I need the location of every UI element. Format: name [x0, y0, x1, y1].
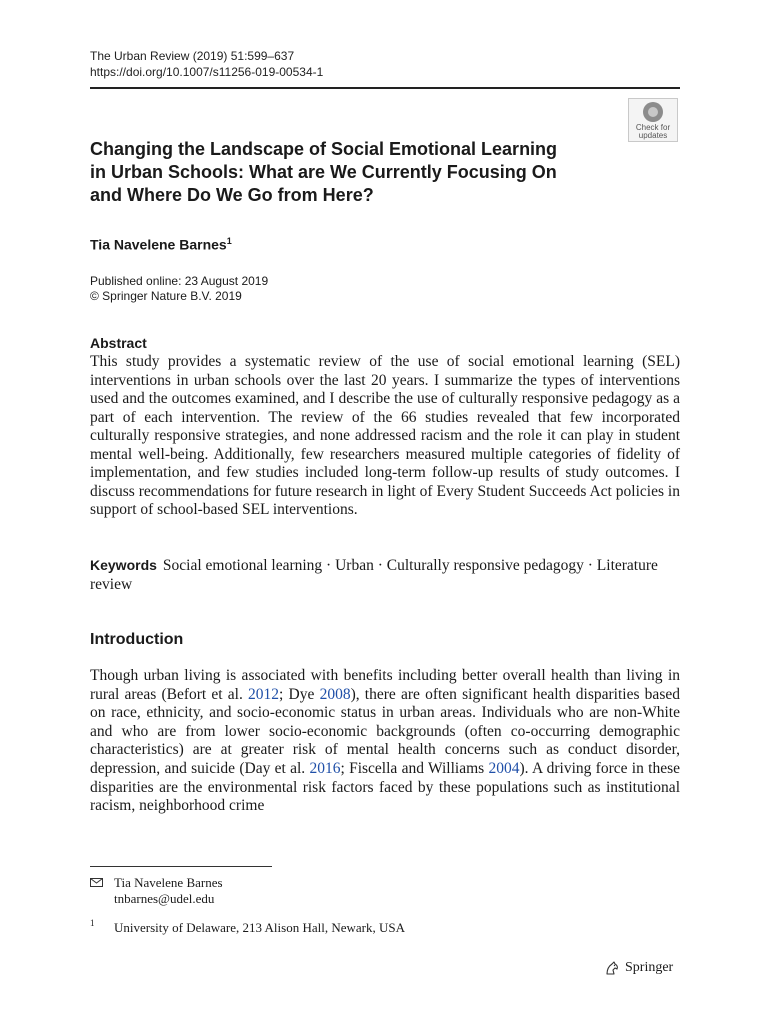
keywords-heading: Keywords [90, 557, 157, 573]
journal-citation: The Urban Review (2019) 51:599–637 [90, 49, 295, 63]
citation-link[interactable]: 2004 [488, 759, 520, 777]
introduction-heading: Introduction [90, 631, 184, 648]
header-rule [90, 87, 680, 89]
citation-link[interactable]: 2008 [319, 685, 351, 703]
author-name: Tia Navelene Barnes$^1$ [90, 236, 232, 253]
affiliation-text: University of Delaware, 213 Alison Hall, Newark, USA [114, 920, 405, 935]
citation-link[interactable]: 2016 [309, 759, 341, 777]
check-updates-icon [643, 102, 663, 122]
article-title: Changing the Landscape of Social Emotional Learning in Urban Schools: What are We Currently Focusing On and Where Do We Go from Here? [90, 139, 558, 205]
published-date: Published online: 23 August 2019 [90, 274, 269, 288]
keywords [90, 556, 680, 594]
corresponding-author-name: Tia Navelene Barnes [114, 875, 223, 890]
citation-link[interactable]: 2012 [248, 685, 280, 703]
springer-horse-icon [604, 960, 620, 976]
introduction-text: Though urban living is associated with benefits including better overall health than living in rural areas (Befort et al. 2012; Dye 2008), there are often significant health disparities based on race, ethnicity, and socio-economic status in urban areas. Individuals who are non-White and who are from lower socio-economic backgrounds (often co-occurring demographic characteristics) are at greater risk of mental health concerns such as conduct disorder, depression, and suicide (Day et al. 2016; Fiscella and Williams 2004). A driving force in these disparities are the environmental risk factors faced by these populations such as institutional racism, neighborhood crime [90, 667, 680, 815]
doi-link[interactable]: https://doi.org/10.1007/s11256-019-00534-1 [90, 65, 324, 79]
author-affiliation-mark: 1 [226, 236, 232, 246]
envelope-icon [90, 878, 103, 887]
publisher-footer [604, 959, 673, 977]
check-for-updates-badge[interactable] [628, 98, 678, 142]
affiliation-mark: 1 [90, 918, 95, 928]
publication-info [90, 274, 268, 304]
footnote-rule [90, 866, 272, 867]
keywords-list: Social emotional learning · Urban · Culturally responsive pedagogy · Literature review [90, 557, 658, 593]
journal-info [90, 48, 323, 80]
abstract-text: This study provides a systematic review of the use of social emotional learning (SEL) interventions in urban schools over the last 20 years. I summarize the types of interventions used and the outcomes examined, and I describe the use of culturally responsive pedagogy as a part of each intervention. The review of the 66 studies revealed that few incorporated culturally responsive strategies, and none addressed racism and the role it can play in student mental well-being. Additionally, few researchers measured multiple categories of fidelity of implementation, and few studies included long-term follow-up results of study outcomes. I discuss recommendations for future research in light of Every Student Succeeds Act policies in support of school-based SEL interventions. [90, 353, 680, 518]
copyright-line: © Springer Nature B.V. 2019 [90, 289, 242, 303]
check-updates-label: Check for updates [635, 123, 671, 140]
publisher-name: Springer [625, 960, 674, 975]
abstract-heading: Abstract [90, 335, 147, 351]
corresponding-author-email[interactable]: tnbarnes@udel.edu [114, 891, 215, 906]
